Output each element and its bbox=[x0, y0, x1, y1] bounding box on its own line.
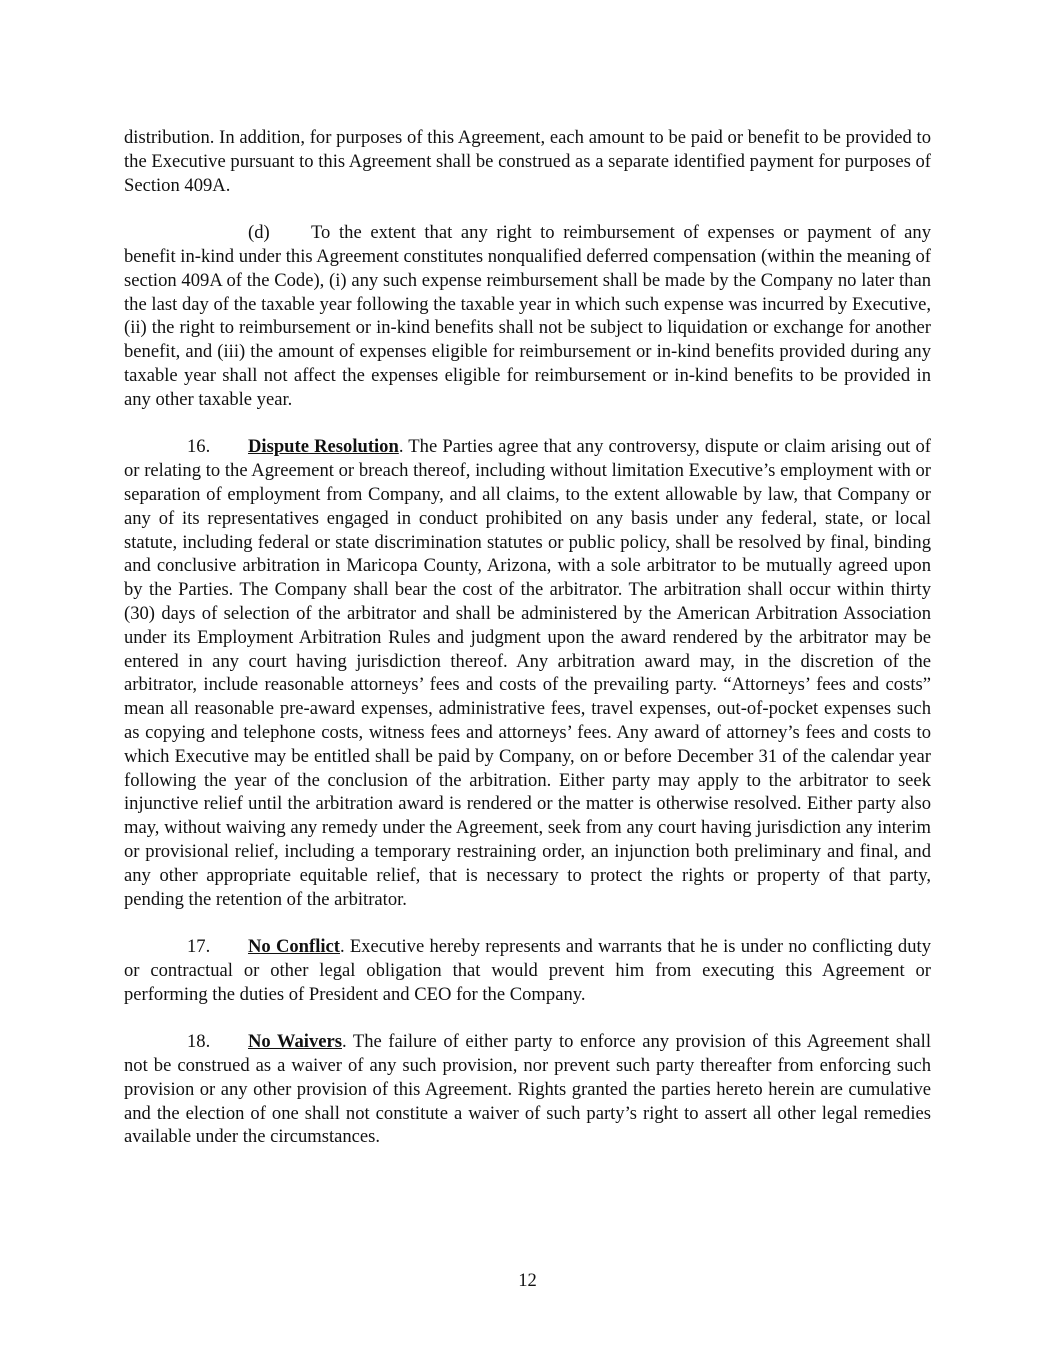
section-18-number: 18. bbox=[187, 1031, 211, 1053]
paragraph-d-label: (d) bbox=[248, 222, 270, 244]
section-18-heading: No Waivers bbox=[248, 1031, 342, 1053]
section-16-heading: Dispute Resolution bbox=[248, 436, 399, 458]
section-17-period: . bbox=[340, 936, 345, 958]
section-17-text: Executive hereby represents and warrants that he is under no conflicting duty or contractual or other legal obligation that would prevent him from executing this Agreement or performing the duties of President and CEO for the Company. bbox=[124, 936, 931, 1005]
section-18-period: . bbox=[342, 1031, 347, 1053]
document-page bbox=[124, 126, 931, 1173]
section-18 bbox=[124, 1030, 931, 1149]
section-16-number: 16. bbox=[187, 436, 211, 458]
section-18-text: The failure of either party to enforce any provision of this Agreement shall not be construed as a waiver of any such provision, nor prevent such party thereafter from enforcing such provision or any other provision of this Agreement. Rights granted the parties hereto herein are cumulative and the election of one shall not constitute a waiver of such party’s right to assert all other legal remedies available under the circumstances. bbox=[124, 1031, 932, 1148]
section-16-period: . bbox=[398, 436, 404, 458]
continuation-paragraph: distribution. In addition, for purposes of this Agreement, each amount to be paid or benefit to be provided to the Executive pursuant to this Agreement shall be construed as a separate identified payment for purposes of Section 409A. bbox=[124, 127, 931, 196]
paragraph-d bbox=[124, 221, 931, 411]
page-number: 12 bbox=[518, 1270, 537, 1291]
section-16 bbox=[124, 435, 931, 911]
section-17-number: 17. bbox=[187, 936, 211, 958]
section-17 bbox=[124, 935, 931, 1006]
section-17-heading: No Conflict bbox=[248, 936, 340, 958]
paragraph-d-text: To the extent that any right to reimbursement of expenses or payment of any benefit in-kind under this Agreement constitutes nonqualified deferred compensation (within the meaning of section 409A of the Code), (i) any such expense reimbursement shall be made by the Company no later than the last day of the taxable year following the taxable year in which such expense was incurred by Executive, (ii) the right to reimbursement or in-kind benefits shall not be subject to liquidation or exchange for another benefit, and (iii) the amount of expenses eligible for reimbursement or in-kind benefits provided during any taxable year shall not affect the expenses eligible for reimbursement or in-kind benefits to be provided in any other taxable year. bbox=[124, 222, 931, 410]
section-16-text: The Parties agree that any controversy, dispute or claim arising out of or relating to the Agreement or breach thereof, including without limitation Executive’s employment with or separation of employment from Company, and all claims, to the extent allowable by law, that Company or any of its representatives engaged in conduct prohibited on any basis under any federal, state, or local statute, including federal or state discrimination statutes or public policy, shall be resolved by final, binding and conclusive arbitration in Maricopa County, Arizona, with a sole arbitrator to be mutually agreed upon by the Parties. The Company shall bear the cost of the arbitrator. The arbitration shall occur within thirty (30) days of selection of the arbitrator and shall be administered by the American Arbitration Association under its Employment Arbitration Rules and judgment upon the award rendered by the arbitrator may be entered in any court having jurisdiction thereof. Any arbitration award may, in the discretion of the arbitrator, include reasonable attorneys’ fees and costs of the prevailing party. “Attorneys’ fees and costs” mean all reasonable pre-award expenses, administrative fees, travel expenses, out-of-pocket expenses such as copying and telephone costs, witness fees and attorneys’ fees. Any award of attorney’s fees and costs to which Executive may be entitled shall be paid by Company, on or before December 31 of the calendar year following the year of the conclusion of the arbitration. Either party may apply to the arbitrator to seek injunctive relief until the arbitration award is rendered or the matter is otherwise resolved. Either party also may, without waiving any remedy under the Agreement, seek from any court having jurisdiction any interim or provisional relief, including a temporary restraining order, an injunction both preliminary and final, and any other appropriate equitable relief, that is necessary to protect the rights or property of that party, pending the retention of the arbitrator. bbox=[124, 436, 931, 910]
